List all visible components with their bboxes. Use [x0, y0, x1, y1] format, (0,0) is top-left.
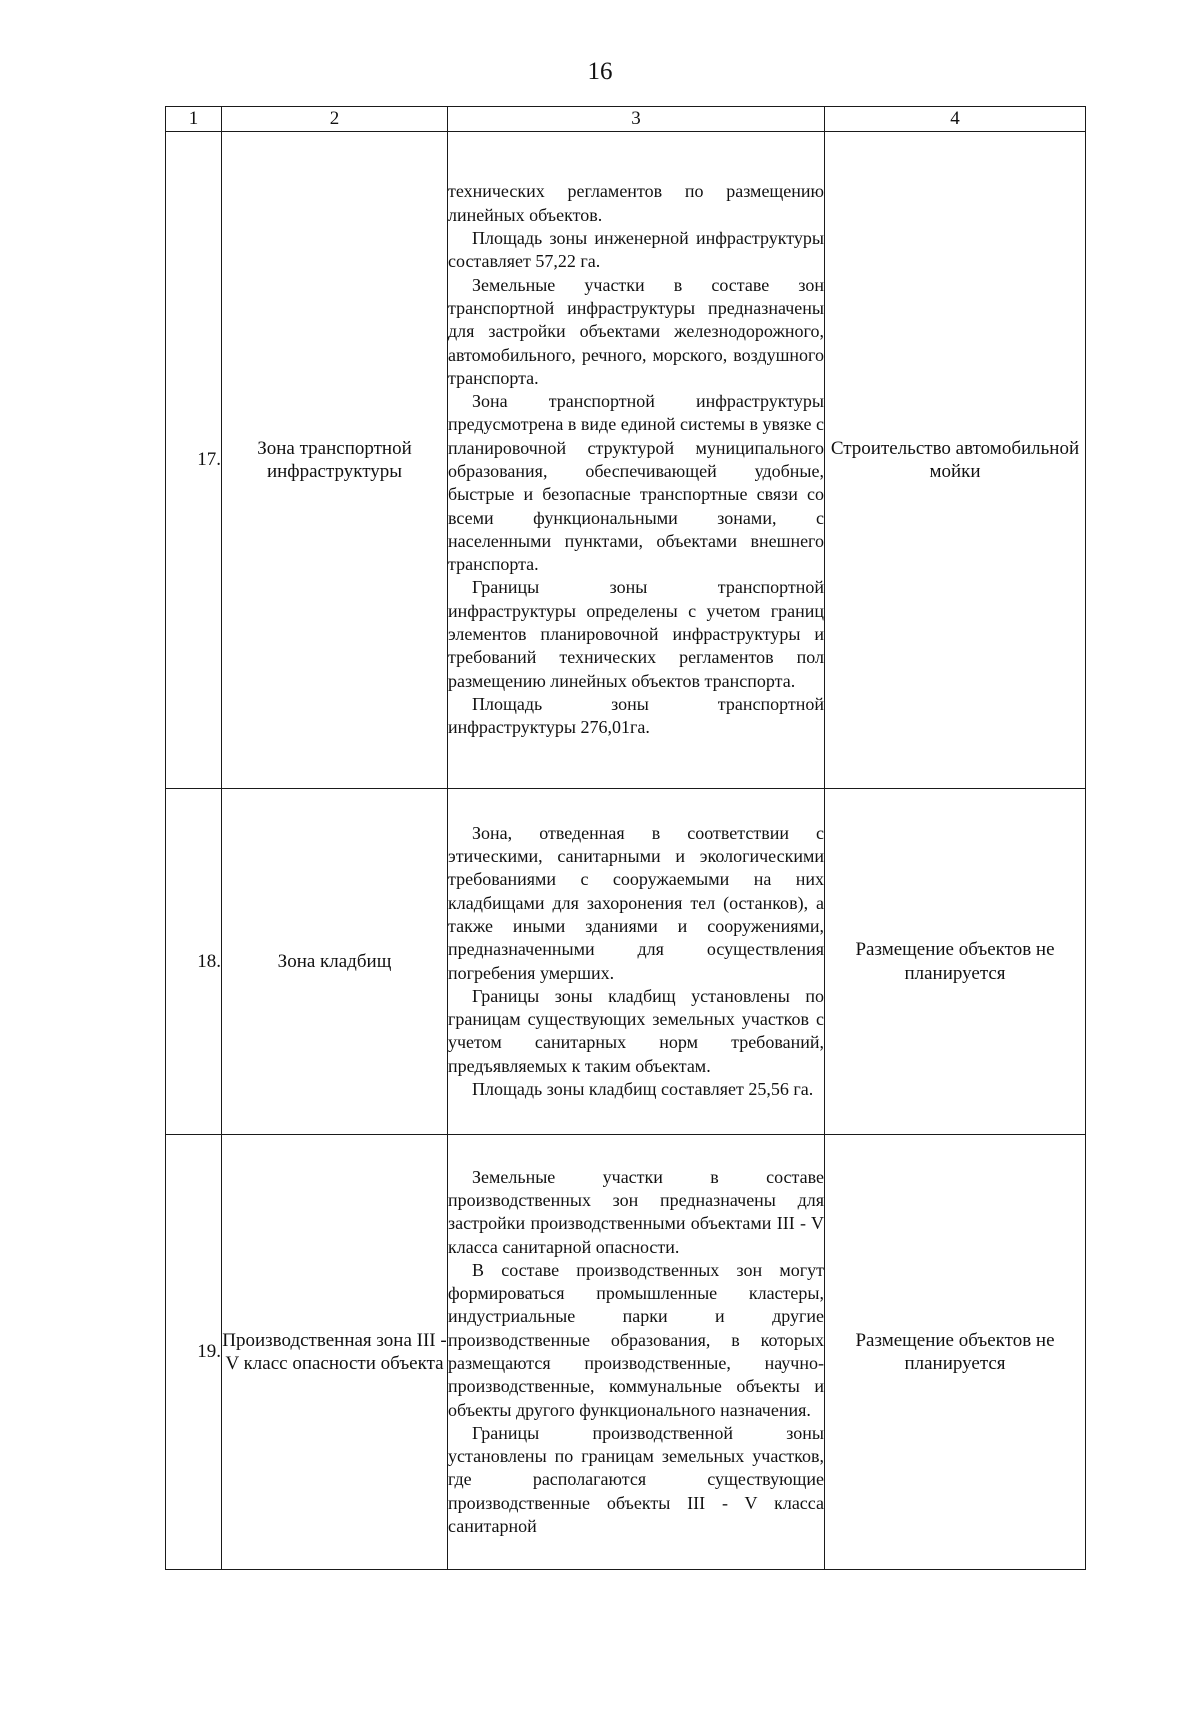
- description-paragraph: Зона транспортной инфраструктуры предусмотрена в виде единой системы в увязке с планировочной структурой муниципального образования, обеспечивающей удобные, быстрые и безопасные транспортные связи со всеми функциональными зонами, с населенными пунктами, объектами внешнего транспорта.: [448, 391, 824, 575]
- header-col-3: 3: [448, 107, 825, 132]
- table-row: [166, 132, 1086, 789]
- description-paragraph: Площадь зоны кладбищ составляет 25,56 га.: [472, 1078, 814, 1099]
- planned-objects: Размещение объектов не планируется: [825, 789, 1086, 1135]
- description-paragraph: Зона, отведенная в соответствии с этическими, санитарными и экологическими требованиями с сооружаемыми на них кладбищами для захоронения тел (останков), а также иными зданиями и сооружениями, предназначенными для осуществления погребения умерших.: [448, 822, 824, 983]
- table-row: [166, 789, 1086, 1135]
- row-number: 19.: [166, 1135, 222, 1570]
- zone-description: [448, 132, 825, 789]
- row-number: 18.: [166, 789, 222, 1135]
- planned-objects: Строительство автомобильной мойки: [825, 132, 1086, 789]
- description-paragraph: Площадь зоны транспортной инфраструктуры 276,01га.: [448, 693, 824, 738]
- zone-description: [448, 1135, 825, 1570]
- description-paragraph: Границы зоны транспортной инфраструктуры определены с учетом границ элементов планировочной инфраструктуры и требований технических регламентов пол размещению линейных объектов транспорта.: [448, 577, 824, 691]
- zone-name: Зона транспортной инфраструктуры: [222, 132, 448, 789]
- zone-name: Производственная зона III - V класс опасности объекта: [222, 1135, 448, 1570]
- header-col-4: 4: [825, 107, 1086, 132]
- zones-table: [165, 106, 1086, 1570]
- planned-objects: Размещение объектов не планируется: [825, 1135, 1086, 1570]
- description-paragraph: Границы производственной зоны установлены по границам земельных участков, где располагаются существующие производственные объекты III - V класса санитарной: [448, 1422, 824, 1537]
- header-col-2: 2: [222, 107, 448, 132]
- description-paragraph: Площадь зоны инженерной инфраструктуры составляет 57,22 га.: [448, 228, 824, 272]
- description-paragraph: Земельные участки в составе зон транспортной инфраструктуры предназначены для застройки объектами железнодорожного, автомобильного, речного, морского, воздушного транспорта.: [448, 274, 824, 388]
- header-row: [166, 107, 1086, 132]
- zone-name: Зона кладбищ: [222, 789, 448, 1135]
- description-paragraph: Границы зоны кладбищ установлены по границам существующих земельных участков с учетом санитарных норм требований, предъявляемых к таким объектам.: [448, 985, 824, 1076]
- description-paragraph: технических регламентов по размещению линейных объектов.: [448, 181, 824, 225]
- header-col-1: 1: [166, 107, 222, 132]
- row-number: 17.: [166, 132, 222, 789]
- page-number: 16: [587, 58, 613, 85]
- description-paragraph: В составе производственных зон могут формироваться промышленные кластеры, индустриальные парки и другие производственные образования, в которых размещаются производственные, научно-производственные, коммунальные объекты и объекты другого функционального назначения.: [448, 1259, 824, 1420]
- description-paragraph: Земельные участки в составе производственных зон предназначены для застройки производственными объектами III - V класса санитарной опасности.: [448, 1166, 824, 1257]
- zone-description: [448, 789, 825, 1135]
- table-row: [166, 1135, 1086, 1570]
